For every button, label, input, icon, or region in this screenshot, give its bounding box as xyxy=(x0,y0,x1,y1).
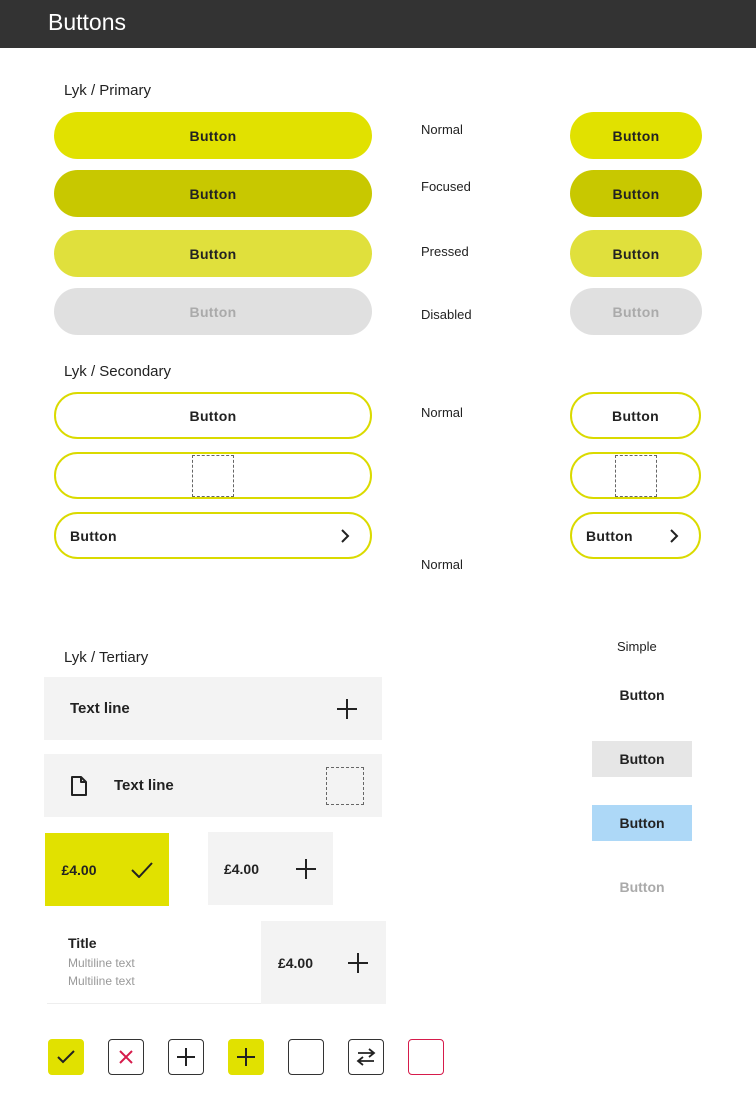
card-title: Title xyxy=(68,935,97,951)
primary-button-focused-compact[interactable]: Button xyxy=(570,170,702,217)
placeholder-icon xyxy=(192,455,234,497)
secondary-state-label-normal-2: Normal xyxy=(421,557,463,572)
plus-icon xyxy=(295,858,317,880)
text-line-label: Text line xyxy=(114,777,174,794)
page-title: Buttons xyxy=(48,9,126,35)
secondary-state-label-normal: Normal xyxy=(421,405,463,420)
simple-button-disabled: Button xyxy=(619,879,665,895)
empty-icon-button[interactable] xyxy=(288,1039,324,1075)
secondary-button-compact[interactable]: Button xyxy=(570,392,701,439)
price-selected-label: £4.00 xyxy=(61,861,97,878)
price-add-label: £4.00 xyxy=(223,860,260,877)
state-label-focused: Focused xyxy=(421,179,471,194)
checkmark-icon xyxy=(131,862,153,878)
primary-button-pressed-compact[interactable]: Button xyxy=(570,230,702,277)
simple-button-normal[interactable]: Button xyxy=(619,687,665,703)
text-line-label: Text line xyxy=(70,700,130,717)
primary-button-disabled-wide: Button xyxy=(54,288,372,335)
state-label-disabled: Disabled xyxy=(421,307,472,322)
plus-icon xyxy=(236,1047,256,1067)
secondary-chevron-button-label: Button xyxy=(70,527,117,544)
product-card xyxy=(47,921,386,1004)
card-price-add-button[interactable] xyxy=(261,921,386,1004)
secondary-chevron-button-wide[interactable] xyxy=(54,512,372,559)
plus-icon xyxy=(336,698,358,720)
price-add-button[interactable] xyxy=(208,832,333,905)
price-selected-button[interactable] xyxy=(45,833,169,906)
secondary-chevron-button-compact[interactable] xyxy=(570,512,701,559)
placeholder-icon xyxy=(615,455,657,497)
primary-button-disabled-compact: Button xyxy=(570,288,702,335)
state-label-normal: Normal xyxy=(421,122,463,137)
card-multiline-text-1: Multiline text xyxy=(68,956,135,970)
state-label-pressed: Pressed xyxy=(421,244,469,259)
secondary-section-title: Lyk / Secondary xyxy=(64,363,171,380)
secondary-chevron-button-label: Button xyxy=(586,527,633,544)
add-icon-button-selected[interactable] xyxy=(228,1039,264,1075)
tertiary-section-title: Lyk / Tertiary xyxy=(64,649,149,666)
primary-button-normal-compact[interactable]: Button xyxy=(570,112,702,159)
close-icon xyxy=(119,1050,133,1064)
document-icon xyxy=(70,776,88,796)
primary-button-focused-wide[interactable]: Button xyxy=(54,170,372,217)
card-price-label: £4.00 xyxy=(277,954,314,971)
swap-arrows-icon xyxy=(356,1048,376,1066)
error-empty-icon-button[interactable] xyxy=(408,1039,444,1075)
checkmark-icon xyxy=(57,1050,75,1064)
plus-icon xyxy=(176,1047,196,1067)
simple-button-focused[interactable]: Button xyxy=(592,805,692,841)
swap-icon-button[interactable] xyxy=(348,1039,384,1075)
chevron-right-icon xyxy=(338,529,352,543)
simple-section-title: Simple xyxy=(617,639,657,654)
simple-button-pressed[interactable]: Button xyxy=(592,741,692,777)
placeholder-icon xyxy=(326,767,364,805)
close-icon-button[interactable] xyxy=(108,1039,144,1075)
primary-button-normal-wide[interactable]: Button xyxy=(54,112,372,159)
primary-section-title: Lyk / Primary xyxy=(64,82,151,99)
text-line-document-row[interactable] xyxy=(44,754,382,817)
secondary-button-wide[interactable]: Button xyxy=(54,392,372,439)
text-line-add-row[interactable] xyxy=(44,677,382,740)
secondary-icon-button-compact[interactable] xyxy=(570,452,701,499)
plus-icon xyxy=(347,952,369,974)
card-multiline-text-2: Multiline text xyxy=(68,974,135,988)
check-icon-button[interactable] xyxy=(48,1039,84,1075)
primary-button-pressed-wide[interactable]: Button xyxy=(54,230,372,277)
chevron-right-icon xyxy=(667,529,681,543)
add-icon-button[interactable] xyxy=(168,1039,204,1075)
secondary-icon-button-wide[interactable] xyxy=(54,452,372,499)
